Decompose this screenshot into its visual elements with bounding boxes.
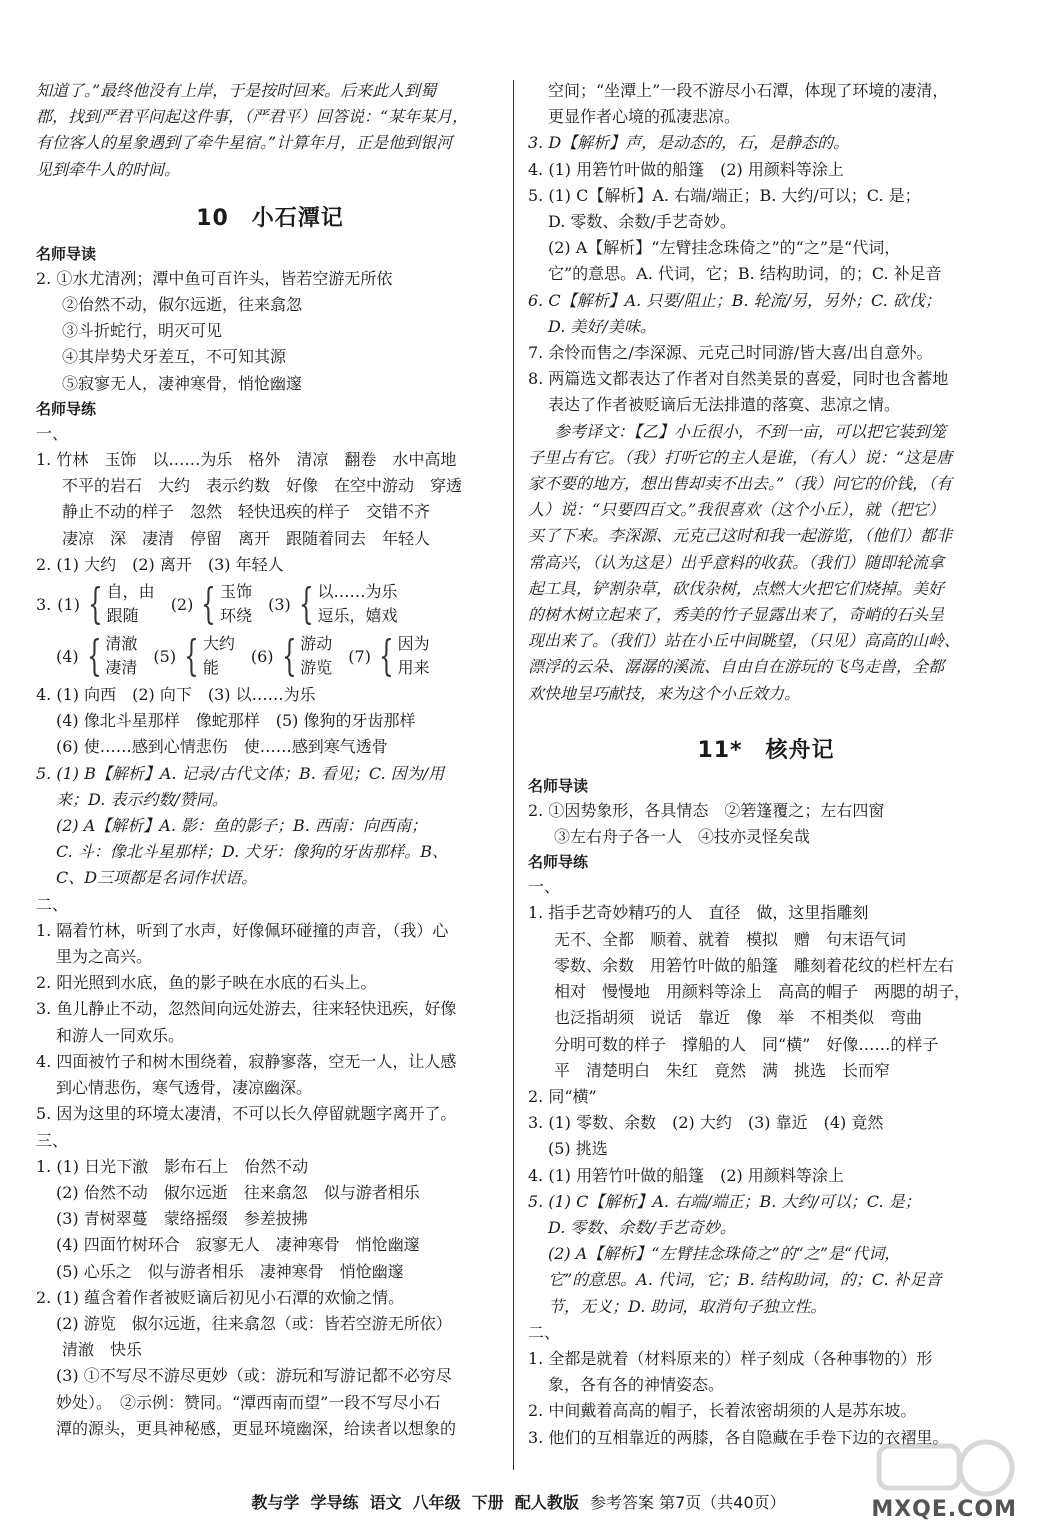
part-label: 一、 [528, 877, 561, 897]
text-line: ⑤寂寥无人，凄神寒骨，悄怆幽邃 [62, 373, 303, 393]
brace-group: { 清澈 凄清 [86, 631, 138, 681]
text-line: 5. (1) B【解析】A. 记录/古代文体；B. 看见；C. 因为/用 [36, 763, 445, 783]
text-line: D. 美好/美味。 [548, 316, 656, 336]
q3-brace-row-1 [36, 578, 504, 630]
text-line: 有位客人的星象遇到了牵牛星宿。”计算年月，正是他到银河 [36, 133, 453, 153]
text-line: 1. (1) 日光下澈 影布石上 佁然不动 [36, 1156, 309, 1176]
footer-series: 学导练 [310, 1493, 359, 1512]
text-line: 3. 他们的互相靠近的两膝，各自隐藏在手卷下边的衣褶里。 [528, 1427, 949, 1447]
brace-top: 清澈 [105, 634, 138, 654]
text-line: 2. 阳光照到水底，鱼的影子映在水底的石头上。 [36, 973, 377, 993]
brace-top: 玉饰 [220, 582, 253, 602]
text-line: 4. (1) 用箬竹叶做的船篷 (2) 用颜料等涂上 [528, 1165, 844, 1185]
text-line: 4. 四面被竹子和树木围绕着，寂静寥落，空无一人，让人感 [36, 1051, 457, 1071]
text-line: 清澈 快乐 [62, 1340, 143, 1360]
text-line: 2. ①因势象形，各具情态 ②箬篷覆之；左右四窗 [528, 800, 885, 820]
text-line: (4) 像北斗星那样 像蛇那样 (5) 像狗的牙齿那样 [56, 711, 416, 731]
text-line: ④其岸势犬牙差互，不可知其源 [62, 347, 287, 367]
brace-group: { 游动 游览 [281, 631, 333, 681]
brace-top: 游动 [300, 634, 333, 654]
left-column [36, 78, 504, 1442]
text-line: (2) 游览 俶尔远逝，往来翕忽（或：皆若空游无所依） [56, 1313, 452, 1333]
text-line: 不平的岩石 大约 表示约数 好像 在空中游动 穿透 [62, 476, 463, 496]
text-line: 表达了作者被贬谪后无法排遣的落寞、悲凉之情。 [548, 395, 901, 415]
guide-read-heading: 名师导读 [528, 776, 589, 795]
text-line: 常高兴，（认为这是）出乎意料的收获。（我们）随即轮流拿 [528, 552, 945, 572]
text-line: D. 零数、余数/手艺奇妙。 [548, 1217, 736, 1237]
text-line: 它”的意思。A. 代词，它；B. 结构助词，的；C. 补足音 [548, 264, 942, 284]
brace-num: (6) [250, 646, 274, 666]
brace-bottom: 用来 [397, 658, 430, 678]
footer-subject: 语文 [369, 1493, 402, 1512]
text-line: C、D三项都是名词作状语。 [56, 868, 258, 888]
text-line: ③左右舟子各一人 ④技亦灵怪矣哉 [554, 827, 811, 847]
text-line: 5. (1) C【解析】A. 右端/端正；B. 大约/可以；C. 是； [528, 185, 921, 205]
brace-bottom: 逗乐，嬉戏 [317, 606, 398, 626]
brace-group: { 大约 能 [184, 631, 235, 681]
intro-paragraph [36, 78, 504, 183]
text-line: 也泛指胡须 说话 靠近 像 举 不相类似 弯曲 [554, 1008, 923, 1028]
reference-translation [528, 419, 1004, 707]
text-line: 欢快地呈巧献技，来为这个小丘效力。 [528, 683, 801, 703]
text-line: 子里占有它。（我）打听它的主人是谁，（有人）说：“这是唐 [528, 447, 953, 467]
text-line: 静止不动的样子 忽然 轻快迅疾的样子 交错不齐 [62, 502, 431, 522]
q3-brace-row-2 [36, 630, 504, 682]
section-title-11: 11* 核舟记 [697, 737, 835, 763]
guide-practice-heading: 名师导练 [528, 853, 589, 872]
column-divider [513, 80, 514, 1470]
brace-group: { 自，由 跟随 [87, 579, 155, 629]
part-label: 二、 [528, 1322, 561, 1342]
text-line: (6) 使……感到心情悲伤 使……感到寒气透骨 [56, 737, 388, 757]
text-line: 2. ①水尤清冽；潭中鱼可百许头，皆若空游无所依 [36, 268, 393, 288]
text-line: 3. D【解析】声，是动态的，石，是静态的。 [528, 133, 850, 153]
right-column [528, 78, 1004, 1451]
text-line: 空间；“坐潭上”一段不游尽小石潭，体现了环境的凄清， [548, 81, 949, 100]
text-line: 的树木树立起来了，秀美的竹子显露出来了，奇峭的石头呈 [528, 605, 945, 625]
text-line: 人）说：“只要四百文。”我很喜欢（这个小丘），就（把它） [528, 500, 945, 520]
text-line: ③斗折蛇行，明灭可见 [62, 321, 223, 341]
footer-volume: 下册 [471, 1493, 504, 1512]
brace-num: (5) [153, 646, 177, 666]
watermark-text: MXQE.COM [871, 1497, 1017, 1522]
text-line: 4. (1) 用箬竹叶做的船篷 (2) 用颜料等涂上 [528, 159, 844, 179]
text-line: 5. 因为这里的环境太凄清，不可以长久停留就题字离开了。 [36, 1104, 457, 1124]
text-line: 2. 中间戴着高高的帽子，长着浓密胡须的人是苏东坡。 [528, 1401, 917, 1421]
text-line: 漂浮的云朵、潺潺的溪流、自由自在游玩的飞鸟走兽，全都 [528, 657, 945, 677]
text-line: 4. (1) 向西 (2) 向下 (3) 以……为乐 [36, 685, 316, 705]
text-line: ②佁然不动，俶尔远逝，往来翕忽 [62, 295, 303, 315]
part-label: 三、 [36, 1130, 69, 1150]
text-line: 妙处）。 ②示例：赞同。“潭西南而望”一段不写尽小石 [56, 1392, 441, 1412]
text-line: 1. 竹林 玉饰 以……为乐 格外 清凉 翻卷 水中高地 [36, 450, 457, 470]
text-line: 它”的意思。A. 代词，它；B. 结构助词，的；C. 补足音 [548, 1270, 942, 1290]
part-label: 二、 [36, 894, 69, 914]
brace-top: 以……为乐 [317, 582, 398, 602]
text-line: 起工具，铲割杂草，砍伐杂树，点燃大火把它们烧掉。美好 [528, 578, 945, 598]
text-line: (3) ①不写尽不游尽更妙（或：游玩和写游记都不必穷尽 [56, 1366, 452, 1386]
text-line: (5) 挑选 [548, 1139, 608, 1159]
footer-book: 教与学 [251, 1493, 300, 1512]
brace-num: (1) [57, 594, 80, 614]
text-line: 郡，找到严君平问起这件事，（严君平）回答说：“某年某月， [36, 107, 469, 127]
brace-group: { 玉饰 环绕 [201, 579, 253, 629]
brace-bottom: 凄清 [105, 658, 138, 678]
guide-read-heading: 名师导读 [36, 244, 97, 263]
text-line: (5) 心乐之 似与游者相乐 凄神寒骨 悄怆幽邃 [56, 1261, 404, 1281]
text-line: 更显作者心境的孤凄悲凉。 [548, 107, 741, 127]
part-label: 一、 [36, 423, 69, 443]
brace-group: { 因为 用来 [378, 631, 430, 681]
text-line: 1. 指手艺奇妙精巧的人 直径 做，这里指雕刻 [528, 903, 869, 923]
q3-label: 3. [36, 594, 52, 614]
text-line: 到心情悲伤，寒气透骨，凄凉幽深。 [56, 1078, 313, 1098]
text-line: 8. 两篇选文都表达了作者对自然美景的喜爱，同时也含蓄地 [528, 369, 949, 389]
text-line: 现出来了。（我们）站在小丘中间眺望，（只见）高高的山岭、 [528, 631, 961, 651]
text-line: 6. C【解析】A. 只要/阻止；B. 轮流/另，另外；C. 砍伐； [528, 290, 941, 310]
text-line: 家不要的地方，想出售却卖不出去。”（我）问它的价钱，（有 [528, 474, 953, 494]
brace-group: { 以……为乐 逗乐，嬉戏 [298, 579, 398, 629]
text-line: 2. (1) 大约 (2) 离开 (3) 年轻人 [36, 554, 284, 574]
text-line: 1. 隔着竹林，听到了水声，好像佩环碰撞的声音，（我）心 [36, 920, 449, 940]
text-line: (4) 四面竹树环合 寂寥无人 凄神寒骨 悄怆幽邃 [56, 1235, 420, 1255]
brace-top: 因为 [397, 634, 430, 654]
text-line: 7. 余怜而售之/李深源、元克己时同游/皆大喜/出自意外。 [528, 343, 933, 363]
footer-page: 第7页（共40页） [659, 1493, 786, 1512]
text-line: 分明可数的样子 撑船的人 同“横” 好像……的样子 [554, 1034, 939, 1054]
text-line: D. 零数、余数/手艺奇妙。 [548, 212, 736, 232]
text-line: 凄凉 深 凄清 停留 离开 跟随着同去 年轻人 [62, 528, 431, 548]
text-line: C. 斗：像北斗星那样；D. 犬牙：像狗的牙齿那样。B、 [56, 842, 449, 862]
text-line: 买了下来。李深源、元克己这时和我一起游览，（他们）都非 [528, 526, 953, 546]
text-line: 平 清楚明白 朱红 竟然 满 挑选 长而窄 [554, 1060, 891, 1080]
brace-top: 大约 [202, 634, 235, 654]
text-line: (3) 青树翠蔓 蒙络摇缀 参差披拂 [56, 1209, 308, 1229]
footer-edition: 配人教版 [514, 1493, 579, 1512]
text-line: 知道了。”最终他没有上岸，于是按时回来。后来此人到蜀 [36, 81, 437, 100]
text-line: 节，无义；D. 助词，取消句子独立性。 [548, 1296, 827, 1316]
text-line: 见到牵牛人的时间。 [36, 159, 181, 179]
text-line: 3. (1) 零数、余数 (2) 大约 (3) 靠近 (4) 竟然 [528, 1113, 884, 1133]
text-line: 5. (1) C【解析】A. 右端/端正；B. 大约/可以；C. 是； [528, 1191, 921, 1211]
text-line: (2) A【解析】“左臂挂念珠倚之”的“之”是“代词， [548, 238, 901, 258]
text-line: 象，各有各的神情姿态。 [548, 1375, 725, 1395]
footer-grade: 八年级 [412, 1493, 461, 1512]
brace-bottom: 跟随 [106, 606, 139, 626]
text-line: 3. 鱼儿静止不动，忽然间向远处游去，往来轻快迅疾，好像 [36, 999, 457, 1019]
brace-bottom: 能 [202, 658, 219, 678]
text-line: 2. (1) 蕴含着作者被贬谪后初见小石潭的欢愉之情。 [36, 1287, 405, 1307]
text-line: 零数、余数 用箬竹叶做的船篷 雕刻着花纹的栏杆左右 [554, 955, 955, 975]
text-line: 2. 同“横” [528, 1086, 597, 1106]
text-line: 里为之高兴。 [56, 947, 153, 967]
brace-num: (7) [348, 646, 371, 666]
footer-section: 参考答案 [590, 1493, 655, 1512]
text-line: (2) A【解析】A. 影：鱼的影子；B. 西南：向西南； [56, 816, 427, 836]
text-line: 潭的源头，更具神秘感，更显环境幽深，给读者以想象的 [56, 1418, 457, 1438]
brace-top: 自，由 [106, 582, 155, 602]
text-line: 来；D. 表示约数/赞同。 [56, 789, 228, 809]
brace-num: (3) [268, 594, 291, 614]
brace-num: (4) [56, 646, 79, 666]
section-title-10: 10 小石潭记 [196, 205, 344, 231]
brace-num: (2) [170, 594, 194, 614]
text-line: (2) A【解析】“左臂挂念珠倚之”的“之”是“代词， [548, 1244, 901, 1264]
text-line: 无不、全都 顺着、就着 模拟 赠 句末语气词 [554, 929, 907, 949]
text-line: 1. 全都是就着（材料原来的）样子刻成（各种事物的）形 [528, 1348, 933, 1368]
text-line: (2) 佁然不动 俶尔远逝 往来翕忽 似与游者相乐 [56, 1182, 420, 1202]
text-line: 参考译文：【乙】小丘很小，不到一亩，可以把它装到笼 [554, 421, 947, 441]
text-line: 相对 慢慢地 用颜料等涂上 高高的帽子 两腮的胡子， [554, 982, 971, 1002]
brace-bottom: 环绕 [220, 606, 253, 626]
guide-practice-heading: 名师导练 [36, 399, 97, 418]
text-line: 和游人一同欢乐。 [56, 1025, 185, 1045]
brace-bottom: 游览 [300, 658, 333, 678]
